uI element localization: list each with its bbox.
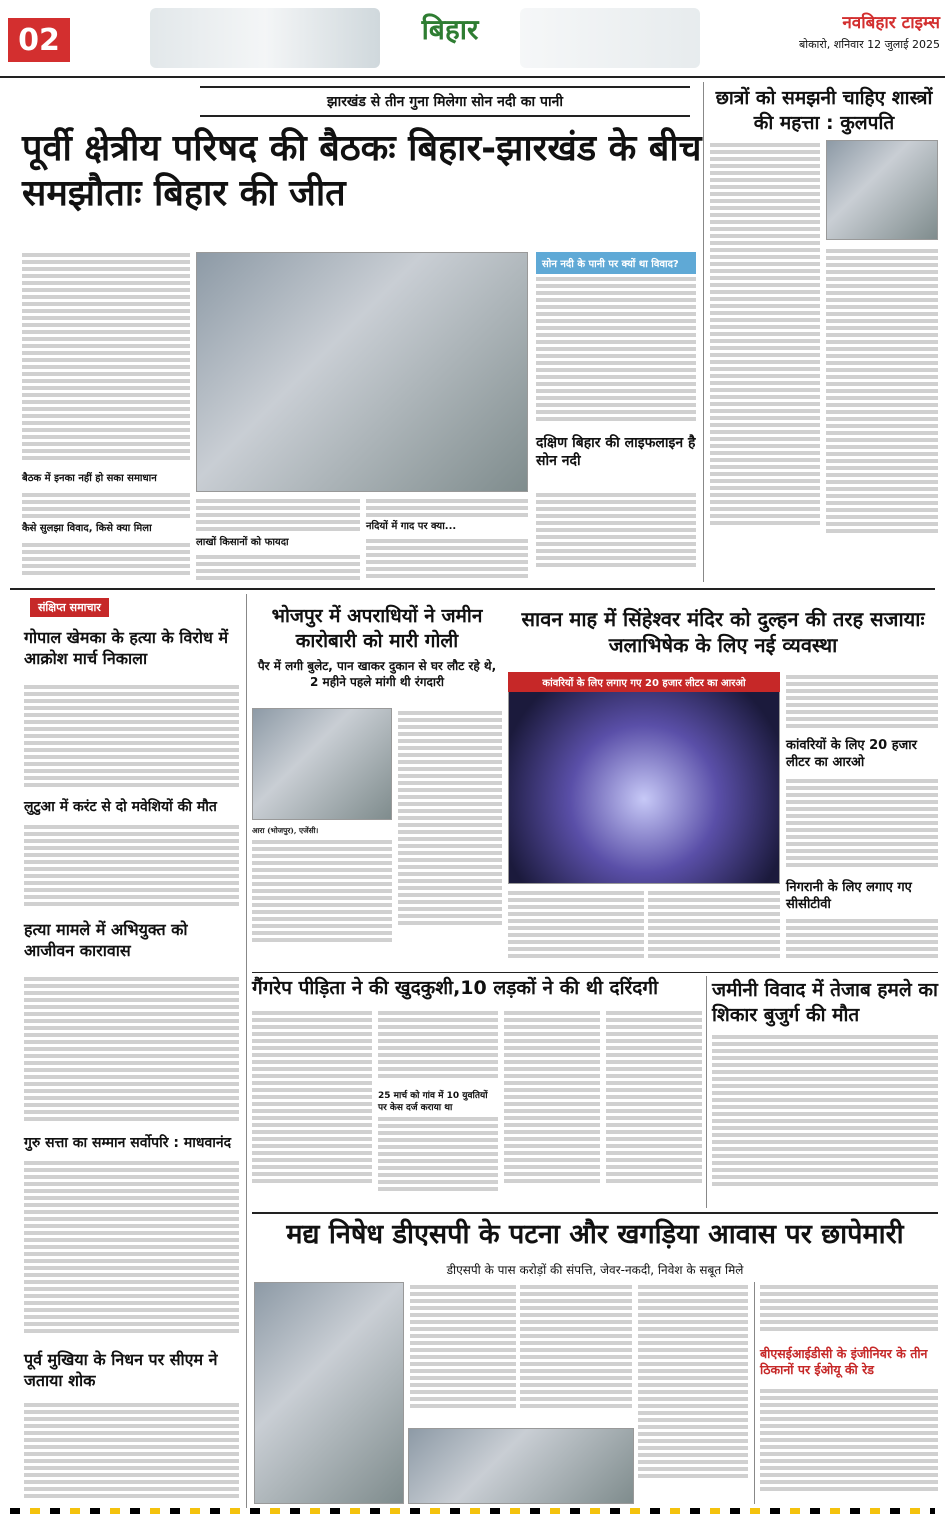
lead-box-text-2 [536, 490, 696, 580]
gangrape-text-2 [378, 1008, 498, 1088]
lead-box-text [536, 274, 696, 424]
gangrape-subhead: 25 मार्च को गांव में 10 युवतियों पर केस दर्ज कराया था [378, 1091, 488, 1114]
right-top-headline: छात्रों को समझनी चाहिए शास्त्रों की महत्ता : कुलपति [715, 87, 933, 134]
registration-strip [10, 1508, 935, 1514]
lead-column-2b [196, 552, 360, 582]
raid-photo-left [254, 1282, 404, 1504]
bhojpur-text-2 [398, 708, 502, 950]
right-top-photo [826, 140, 938, 240]
lead-headline: पूर्वी क्षेत्रीय परिषद की बैठकः बिहार-झारखंड के बीच समझौताः बिहार की जीत [22, 128, 702, 214]
raid-text-3 [638, 1282, 748, 1504]
header-decoration-left [150, 8, 380, 68]
bhojpur-headline: भोजपुर में अपराधियों ने जमीन कारोबारी को मारी गोली [271, 605, 483, 652]
lead-box-title: सोन नदी के पानी पर क्यों था विवाद? [536, 252, 696, 274]
temple-photo [508, 672, 780, 884]
gangrape-text-5 [606, 1008, 702, 1206]
raid-text-5 [760, 1386, 938, 1504]
raid-headline: मद्य निषेध डीएसपी के पटना और खगड़िया आवास पर छापेमारी [286, 1219, 904, 1250]
bhojpur-text-1 [252, 826, 392, 950]
divider-2 [252, 972, 938, 973]
brief-text-1 [24, 682, 239, 792]
gangrape-text-4 [504, 1008, 600, 1206]
lead-column-2 [196, 496, 360, 532]
brief-headline-1: गोपाल खेमका के हत्या के विरोध में आक्रोश मार्च निकाला [24, 628, 229, 668]
brief-headline-3: हत्या मामले में अभियुक्त को आजीवन कारावास [24, 920, 188, 960]
right-top-column-2 [826, 246, 938, 580]
brief-text-3 [24, 974, 239, 1126]
brief-headline-2: लुटुआ में करंट से दो मवेशियों की मौत [24, 799, 217, 815]
brief-text-4 [24, 1158, 239, 1344]
column-divider [706, 976, 707, 1208]
lead-subhead-3: लाखों किसानों को फायदा [196, 537, 289, 548]
lead-subhead-4: नदियों में गाद पर क्या... [366, 521, 457, 532]
lead-column-1c [22, 540, 190, 580]
temple-text-3 [786, 672, 938, 734]
right-top-column-1 [710, 140, 820, 580]
lead-subhead-2: कैसे सुलझा विवाद, किसे क्या मिला [22, 523, 152, 534]
column-divider [754, 1282, 755, 1504]
raid-text-1 [410, 1282, 516, 1424]
section-title: बिहार [421, 13, 479, 46]
temple-text-4 [786, 776, 938, 876]
lead-column-1 [22, 250, 190, 470]
brief-headline-4: गुरु सत्ता का सम्मान सर्वोपरि : माधवानंद [24, 1135, 232, 1151]
land-headline: जमीनी विवाद में तेजाब हमले का शिकार बुजुर्ग की मौत [712, 979, 938, 1026]
lead-column-3b [366, 536, 528, 582]
lead-kicker: झारखंड से तीन गुना मिलेगा सोन नदी का पानी [200, 86, 690, 117]
bhojpur-dateline: आरा (भोजपुर), एजेंसी। [252, 826, 319, 835]
temple-text-5 [786, 916, 938, 968]
temple-subhead-2: निगरानी के लिए लगाए गए सीसीटीवी [786, 880, 912, 912]
gangrape-text-3 [378, 1114, 498, 1206]
lead-column-1b [22, 490, 190, 520]
raid-photo-bottom [408, 1428, 634, 1504]
bhojpur-subhead: पैर में लगी बुलेट, पान खाकर दुकान से घर लौट रहे थे, 2 महीने पहले मांगी थी रंगदारी [257, 659, 497, 690]
brief-text-2 [24, 822, 239, 912]
brief-tag: संक्षिप्त समाचार [30, 598, 109, 617]
gangrape-text-1 [252, 1008, 372, 1206]
lead-subhead-1: बैठक में इनका नहीं हो सका समाधान [22, 473, 157, 484]
lead-box-subhead: दक्षिण बिहार की लाइफलाइन है सोन नदी [536, 435, 696, 470]
land-text [712, 1032, 938, 1206]
column-divider [703, 82, 704, 582]
brand-name: नवबिहार टाइम्स [842, 13, 940, 33]
brand-block [740, 10, 940, 52]
brief-text-5 [24, 1400, 239, 1504]
bhojpur-photo [252, 708, 392, 820]
divider-3 [252, 1212, 938, 1214]
raid-side-headline: बीएसईआईडीसी के इंजीनियर के तीन ठिकानों पर ईओयू की रेड [760, 1346, 928, 1378]
lead-column-3 [366, 496, 528, 520]
column-divider [246, 594, 247, 1510]
divider-1 [10, 588, 935, 590]
temple-subhead-1: कांवरियों के लिए 20 हजार लीटर का आरओ [786, 738, 917, 770]
header-decoration-right [520, 8, 700, 68]
temple-text-1 [508, 888, 644, 968]
temple-text-2 [648, 888, 780, 968]
raid-subhead: डीएसपी के पास करोड़ों की संपत्ति, जेवर-नकदी, निवेश के सबूत मिले [446, 1263, 744, 1277]
raid-text-2 [520, 1282, 632, 1424]
page-number: 02 [8, 18, 70, 62]
temple-headline: सावन माह में सिंहेश्वर मंदिर को दुल्हन की तरह सजायाः जलाभिषेक के लिए नई व्यवस्था [521, 607, 925, 657]
issue-date: बोकारो, शनिवार 12 जुलाई 2025 [798, 38, 940, 51]
brief-headline-5: पूर्व मुखिया के निधन पर सीएम ने जताया शोक [24, 1350, 218, 1390]
gangrape-headline: गैंगरेप पीड़िता ने की खुदकुशी,10 लड़कों ने की थी दरिंदगी [252, 977, 658, 999]
lead-photo-meeting [196, 252, 528, 492]
temple-photo-caption: कांवरियों के लिए लगाए गए 20 हजार लीटर का आरओ [508, 672, 780, 692]
raid-text-4 [760, 1282, 938, 1342]
